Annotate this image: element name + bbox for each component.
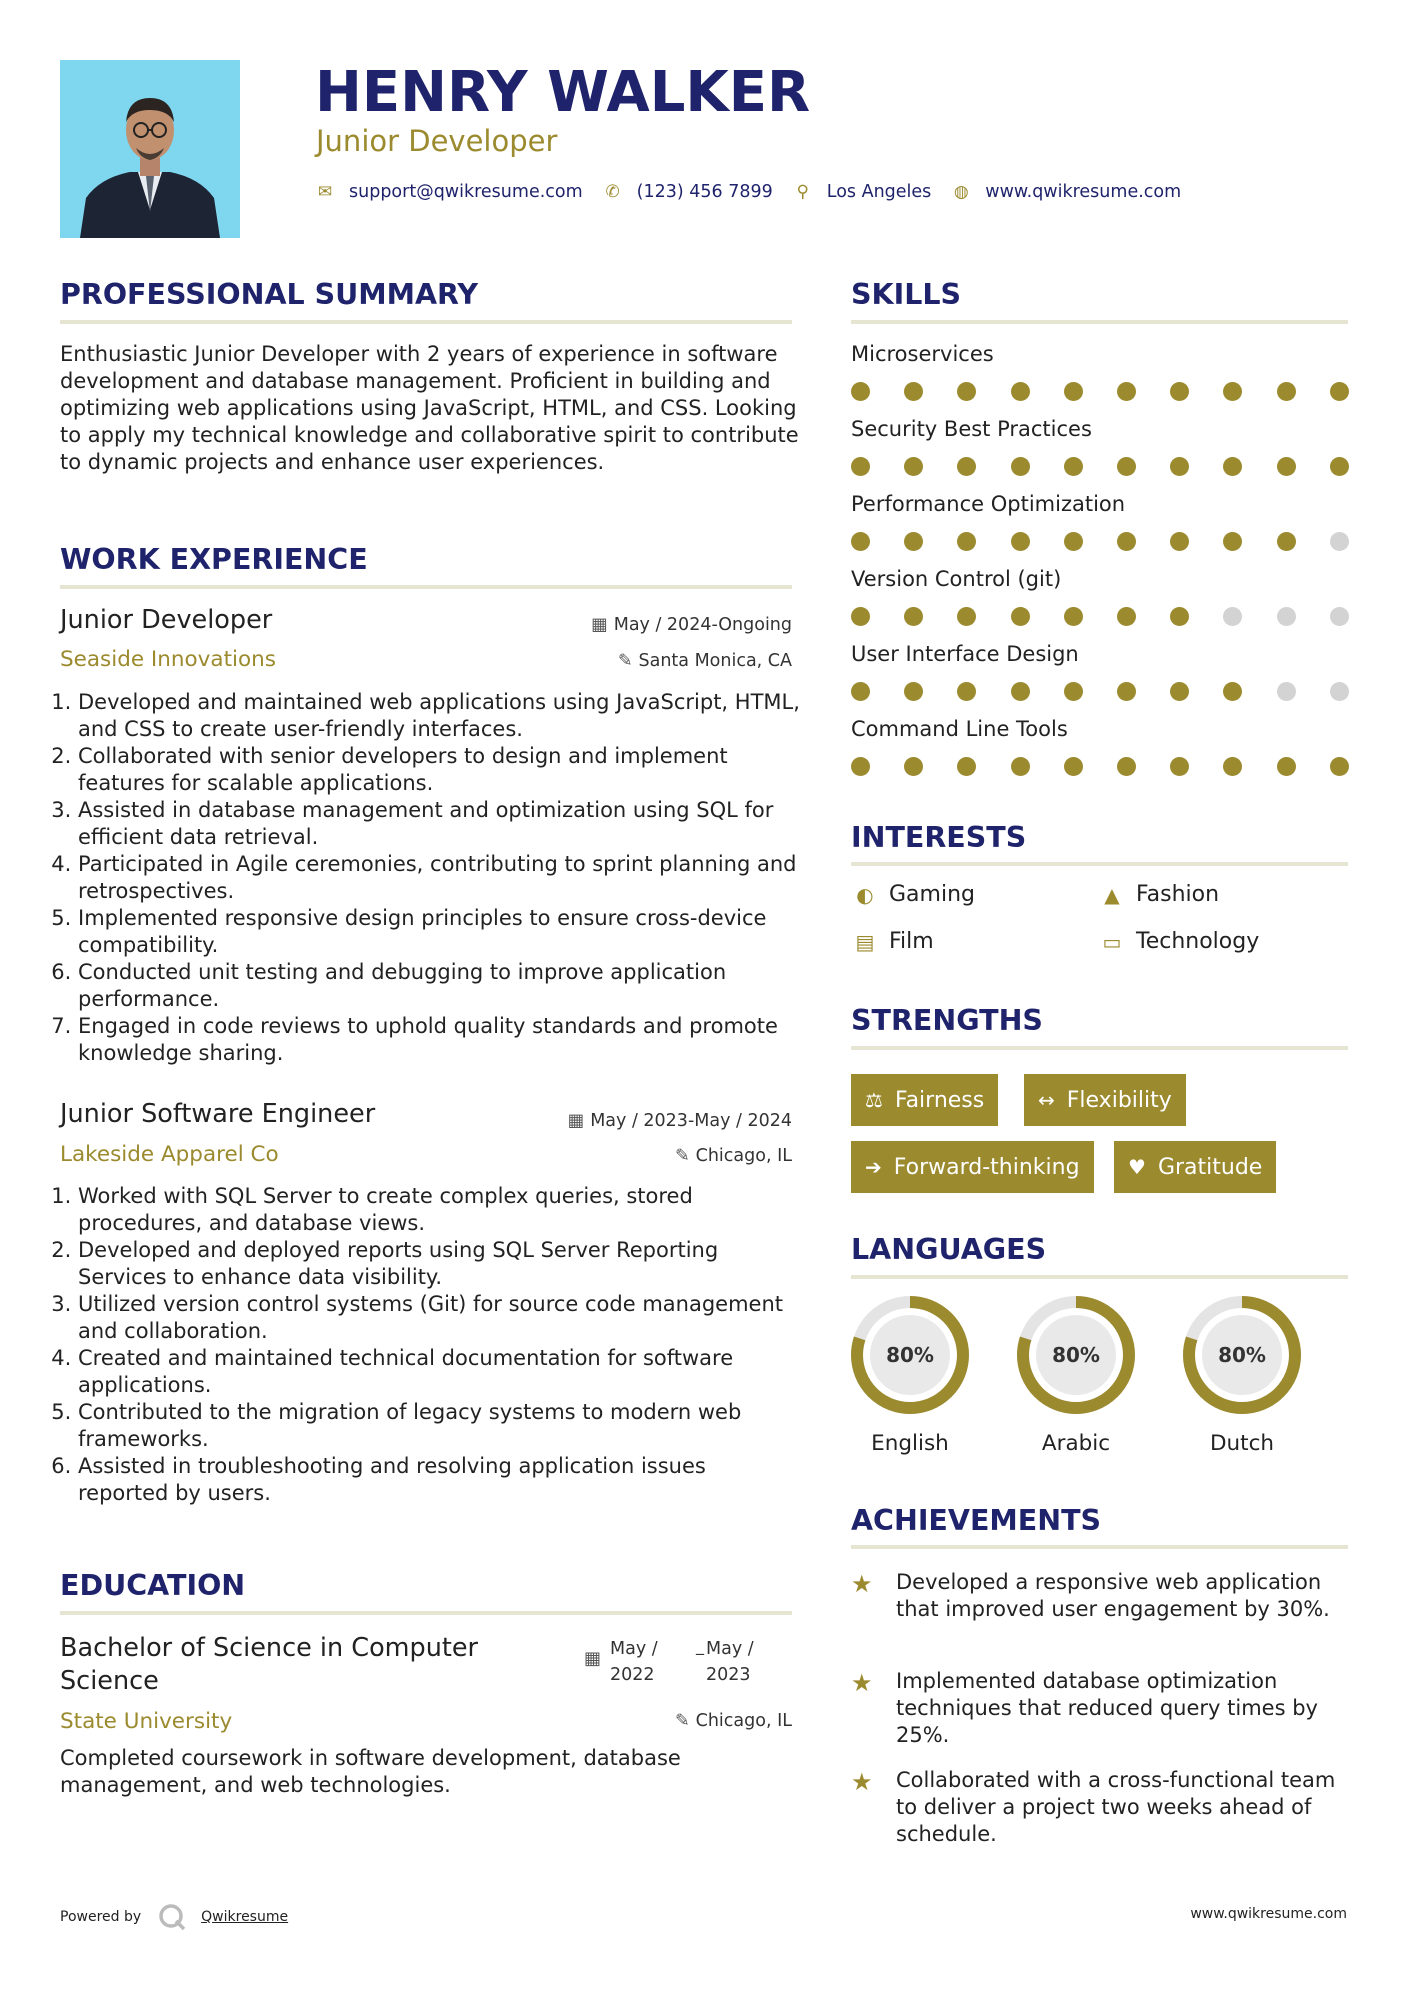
skill-dot-filled [1223, 457, 1242, 476]
footer-url[interactable]: www.qwikresume.com [1190, 1906, 1347, 1922]
strength-label: Fairness [894, 1087, 985, 1113]
skill-dot-filled [1277, 532, 1296, 551]
qwikresume-link[interactable]: Qwikresume [201, 1909, 289, 1925]
skill-dot-filled [1064, 682, 1083, 701]
skill-dot-empty [1330, 532, 1349, 551]
strength-label: Gratitude [1157, 1154, 1263, 1180]
laptop-icon: ▭ [1102, 929, 1122, 954]
list-item: 2. Developed and deployed reports using SQL Server Reporting Services to enhance data visibility. [78, 1237, 800, 1291]
skill-dot-filled [851, 382, 870, 401]
skill-dot-filled [1170, 607, 1189, 626]
skill-label: Command Line Tools [851, 717, 1068, 741]
skill-dot-filled [957, 757, 976, 776]
edu-start-date: May / 2022 [610, 1639, 658, 1685]
strength-label: Forward-thinking [893, 1154, 1080, 1180]
list-item: 4. Created and maintained technical documentation for software applications. [78, 1345, 800, 1399]
skill-dot-filled [1277, 382, 1296, 401]
skill-dot-filled [904, 682, 923, 701]
degree-title: Bachelor of Science in Computer Science [60, 1633, 479, 1696]
experience-divider [60, 585, 792, 589]
job-dates-text: May / 2023-May / 2024 [590, 1111, 792, 1131]
powered-by-text: Powered by [60, 1909, 142, 1925]
skill-dot-filled [1170, 682, 1189, 701]
skill-dot-filled [957, 382, 976, 401]
skill-dot-filled [1223, 532, 1242, 551]
skill-dot-filled [1117, 382, 1136, 401]
globe-icon: ◍ [953, 182, 969, 202]
calendar-icon: ▦ [591, 615, 608, 635]
candidate-title: Junior Developer [316, 124, 558, 158]
job-location-text: Chicago, IL [695, 1146, 792, 1166]
education-heading: EDUCATION [60, 1569, 246, 1602]
strength-forward-thinking [851, 1141, 1094, 1193]
skill-dot-filled [1117, 757, 1136, 776]
achievement-item: Developed a responsive web application that improved user engagement by 30%. [896, 1570, 1330, 1621]
skill-dot-filled [1011, 607, 1030, 626]
interest-label: Technology [1136, 929, 1260, 954]
list-item: 5. Contributed to the migration of legacy systems to modern web frameworks. [78, 1399, 800, 1453]
skill-label: Performance Optimization [851, 492, 1126, 516]
job-location-text: Santa Monica, CA [638, 651, 792, 671]
contact-website[interactable] [951, 182, 1181, 202]
footer-powered-by [60, 1902, 288, 1932]
skill-dot-filled [1223, 757, 1242, 776]
skill-dot-filled [851, 532, 870, 551]
envelope-icon: ✉ [317, 182, 333, 202]
language-ring [1015, 1294, 1137, 1416]
location-text: Los Angeles [826, 182, 932, 202]
contact-phone [603, 182, 773, 202]
skill-dot-empty [1277, 682, 1296, 701]
summary-text: Enthusiastic Junior Developer with 2 years of experience in software development and database management. Proficient in building and optimizing web applications using JavaScript, HTML, and CSS. Looking to apply my technical knowledge and collaborative spirit to contribute to dynamic projects and enhance user experiences. [60, 342, 799, 474]
skill-dot-empty [1223, 607, 1242, 626]
skill-dot-filled [1277, 457, 1296, 476]
language-percent: 80% [886, 1343, 934, 1367]
pin-icon: ✎ [617, 651, 633, 671]
skill-dot-filled [1011, 532, 1030, 551]
contact-bar [315, 178, 1201, 206]
job-dates [568, 1111, 792, 1131]
interest-technology [1098, 929, 1259, 954]
job-dates [591, 615, 792, 635]
skill-label: Microservices [851, 342, 994, 366]
list-item: 3. Utilized version control systems (Git) for source code management and collaboration. [78, 1291, 800, 1345]
skill-dot-filled [1064, 532, 1083, 551]
skill-dot-filled [1330, 382, 1349, 401]
skill-dot-filled [1170, 457, 1189, 476]
balance-scale-icon: ⚖ [865, 1088, 883, 1112]
strengths-heading: STRENGTHS [851, 1004, 1043, 1037]
edu-location-text: Chicago, IL [695, 1711, 792, 1731]
skills-heading: SKILLS [851, 278, 962, 311]
education-description: Completed coursework in software development, database management, and web technologies. [60, 1746, 681, 1797]
list-item: 6. Conducted unit testing and debugging to improve application performance. [78, 959, 800, 1013]
skill-dot-filled [1170, 757, 1189, 776]
skill-dot-empty [1330, 682, 1349, 701]
language-percent: 80% [1218, 1343, 1266, 1367]
language-ring [1181, 1294, 1303, 1416]
skill-dot-empty [1330, 607, 1349, 626]
profile-photo [60, 60, 240, 238]
language-percent: 80% [1052, 1343, 1100, 1367]
list-item: 2. Collaborated with senior developers to design and implement features for scalable applications. [78, 743, 800, 797]
phone-icon: ✆ [605, 182, 620, 202]
arrow-right-icon: ➔ [865, 1155, 882, 1179]
website-text[interactable]: www.qwikresume.com [985, 182, 1182, 202]
pin-icon: ✎ [674, 1711, 690, 1731]
language-name: Arabic [1041, 1431, 1111, 1456]
skill-dot-filled [957, 532, 976, 551]
skill-dot-filled [1170, 532, 1189, 551]
education-divider [60, 1611, 792, 1615]
achievements-heading: ACHIEVEMENTS [851, 1504, 1102, 1537]
summary-divider [60, 320, 792, 324]
interest-label: Gaming [889, 882, 975, 907]
job-location [675, 1146, 792, 1166]
skill-dot-filled [1064, 457, 1083, 476]
summary-heading: PROFESSIONAL SUMMARY [60, 278, 479, 311]
skill-dot-filled [904, 757, 923, 776]
skill-dot-filled [957, 457, 976, 476]
skill-dot-filled [851, 607, 870, 626]
skill-dot-filled [1117, 607, 1136, 626]
qwikresume-logo-icon [157, 1902, 187, 1932]
interests-heading: INTERESTS [851, 821, 1027, 854]
achievement-item: Collaborated with a cross-functional team to deliver a project two weeks ahead of schedule. [896, 1768, 1336, 1846]
skill-dot-empty [1277, 607, 1296, 626]
skill-dot-filled [1277, 757, 1296, 776]
strength-flexibility [1024, 1074, 1186, 1126]
strength-fairness [851, 1074, 998, 1126]
edu-location [675, 1711, 792, 1731]
job-title: Junior Developer [60, 605, 273, 635]
languages-divider [851, 1275, 1348, 1279]
skill-label: User Interface Design [851, 642, 1079, 666]
skill-label: Version Control (git) [851, 567, 1062, 591]
job-company: Lakeside Apparel Co [60, 1142, 279, 1167]
skill-dot-filled [904, 382, 923, 401]
list-item: 5. Implemented responsive design principles to ensure cross-device compatibility. [78, 905, 800, 959]
job-dates-text: May / 2024-Ongoing [613, 615, 792, 635]
achievement-item: Implemented database optimization techniques that reduced query times by 25%. [896, 1669, 1318, 1747]
job-company: Seaside Innovations [60, 647, 276, 672]
interest-label: Fashion [1136, 882, 1220, 907]
calendar-icon: ▦ [567, 1111, 585, 1131]
gamepad-icon: ◐ [856, 882, 874, 907]
skill-dot-filled [851, 682, 870, 701]
list-item: 7. Engaged in code reviews to uphold quality standards and promote knowledge sharing. [78, 1013, 800, 1067]
skill-dot-filled [1223, 682, 1242, 701]
skill-dot-filled [1117, 682, 1136, 701]
star-icon: ★ [851, 1669, 873, 1697]
interest-label: Film [889, 929, 934, 954]
skill-dot-filled [1117, 532, 1136, 551]
language-name: Dutch [1209, 1431, 1275, 1456]
list-item: 3. Assisted in database management and optimization using SQL for efficient data retrieval. [78, 797, 800, 851]
job-bullets [60, 1183, 800, 1507]
skill-dot-filled [1011, 757, 1030, 776]
skill-dot-filled [1330, 457, 1349, 476]
interest-fashion [1098, 882, 1219, 907]
skill-dot-filled [1117, 457, 1136, 476]
list-item: 4. Participated in Agile ceremonies, contributing to sprint planning and retrospectives. [78, 851, 800, 905]
star-icon: ★ [851, 1768, 873, 1796]
skill-dot-filled [1011, 382, 1030, 401]
skill-dot-filled [1064, 382, 1083, 401]
heart-icon: ♥ [1128, 1155, 1146, 1179]
film-icon: ▤ [855, 929, 875, 954]
job-location [618, 651, 792, 671]
skill-dot-filled [851, 757, 870, 776]
interest-gaming [851, 882, 975, 907]
strength-gratitude [1114, 1141, 1276, 1193]
skill-dot-filled [1223, 382, 1242, 401]
skill-dot-filled [957, 682, 976, 701]
arrows-h-icon: ↔ [1038, 1088, 1055, 1112]
skill-dot-filled [1011, 682, 1030, 701]
strengths-divider [851, 1046, 1348, 1050]
language-ring [849, 1294, 971, 1416]
list-item: 1. Developed and maintained web applications using JavaScript, HTML, and CSS to create user-friendly interfaces. [78, 689, 800, 743]
map-marker-icon: ⚲ [796, 182, 809, 202]
edu-date-separator: _ [696, 1636, 704, 1655]
skills-divider [851, 320, 1348, 324]
interest-film [851, 929, 934, 954]
skill-dot-filled [904, 457, 923, 476]
skill-dot-filled [904, 607, 923, 626]
skill-dot-filled [1064, 757, 1083, 776]
skill-label: Security Best Practices [851, 417, 1092, 441]
interests-divider [851, 862, 1348, 866]
email-text[interactable]: support@qwikresume.com [349, 182, 583, 202]
star-icon: ★ [851, 1570, 873, 1598]
language-name: English [871, 1431, 949, 1456]
achievements-divider [851, 1545, 1348, 1549]
edu-end-date: May / 2023 [706, 1639, 754, 1685]
experience-heading: WORK EXPERIENCE [60, 543, 368, 576]
candidate-name: HENRY WALKER [315, 60, 811, 125]
job-bullets [60, 689, 800, 1067]
list-item: 1. Worked with SQL Server to create complex queries, stored procedures, and database views. [78, 1183, 800, 1237]
skill-dot-filled [904, 532, 923, 551]
languages-heading: LANGUAGES [851, 1233, 1047, 1266]
job-title: Junior Software Engineer [60, 1099, 376, 1129]
skill-dot-filled [1011, 457, 1030, 476]
list-item: 6. Assisted in troubleshooting and resolving application issues reported by users. [78, 1453, 800, 1507]
phone-text: (123) 456 7899 [636, 182, 773, 202]
skill-dot-filled [957, 607, 976, 626]
skill-dot-filled [1170, 382, 1189, 401]
skill-dot-filled [1064, 607, 1083, 626]
strength-label: Flexibility [1066, 1087, 1172, 1113]
pin-icon: ✎ [674, 1146, 690, 1166]
skill-dot-filled [851, 457, 870, 476]
skill-dot-filled [1330, 757, 1349, 776]
contact-location [793, 182, 932, 202]
school-name: State University [60, 1709, 233, 1734]
edu-calendar-icon: ▦ [584, 1648, 602, 1669]
shopping-bag-icon: ▲ [1104, 882, 1120, 907]
contact-email[interactable] [315, 182, 583, 202]
